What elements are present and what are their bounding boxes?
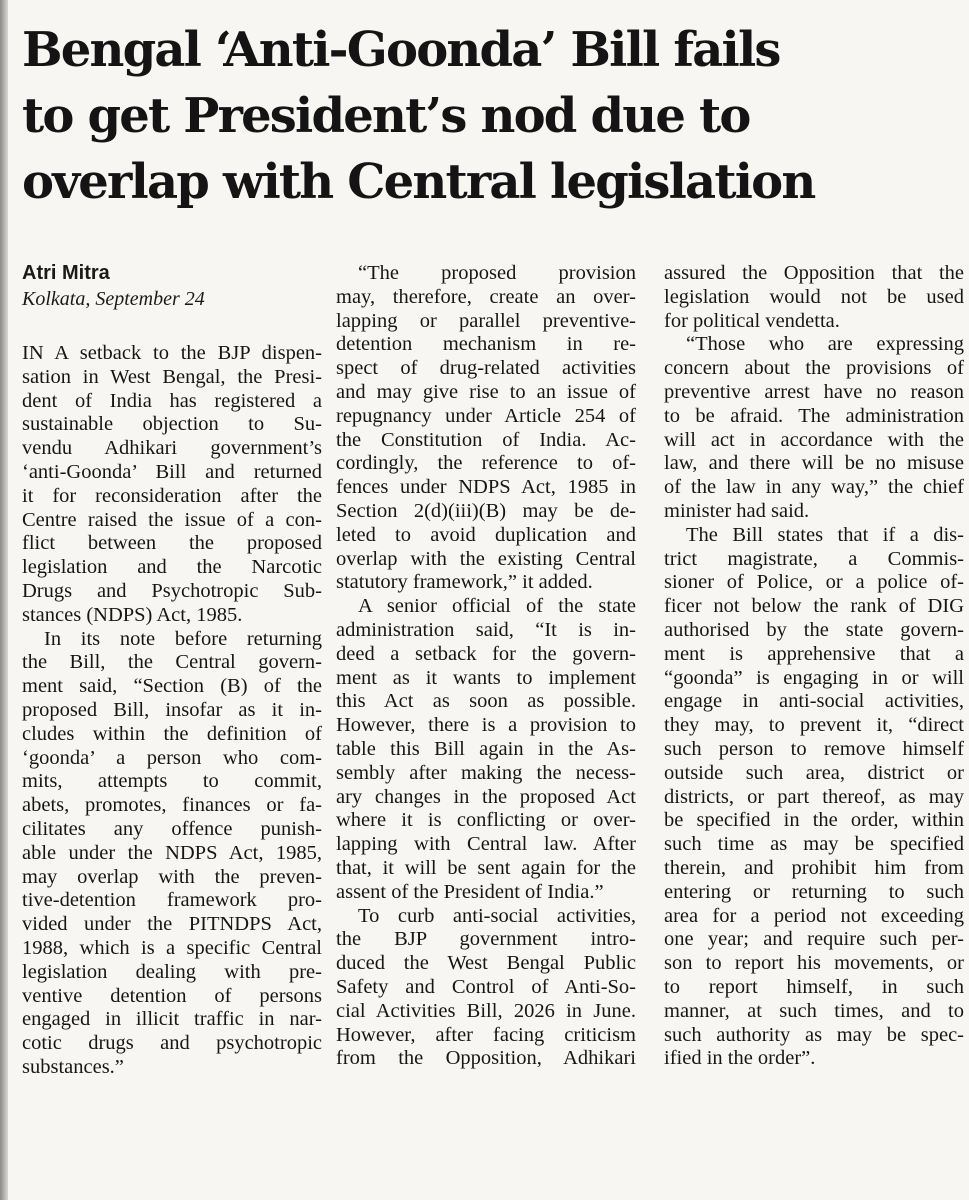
text-line: it for reconsideration after the — [22, 484, 322, 507]
text-line: The Bill states that if a dis- — [686, 523, 964, 546]
text-line: manner, at such times, and to — [664, 999, 964, 1022]
text-line: flict between the proposed — [22, 532, 322, 555]
text-line: ventive detention of persons — [22, 984, 322, 1007]
text-line: ary changes in the proposed Act — [336, 785, 636, 808]
text-line: legislation would not be used — [664, 285, 964, 308]
text-line: cordingly, the reference to of- — [336, 452, 636, 475]
text-line: spect of drug-related activities — [336, 357, 636, 380]
text-line: In its note before returning — [44, 627, 322, 650]
text-line: the Bill, the Central govern- — [22, 651, 322, 674]
text-line: outside such area, district or — [664, 761, 964, 784]
text-line: duced the West Bengal Public — [336, 952, 636, 975]
text-line: concern about the provisions of — [664, 357, 964, 380]
text-line: ified in the order”. — [664, 1047, 816, 1070]
text-line: such time as may be specified — [664, 833, 964, 856]
text-line: detention mechanism in re- — [336, 333, 636, 356]
text-line: sation in West Bengal, the Presi- — [22, 365, 322, 388]
text-line: minister had said. — [664, 499, 810, 522]
text-line: mits, attempts to commit, — [22, 770, 322, 793]
text-line: authorised by the state govern- — [664, 618, 964, 641]
text-line: this Act as soon as possible. — [336, 690, 636, 713]
text-line: entering or returning to such — [664, 880, 964, 903]
text-line: However, there is a provision to — [336, 714, 636, 737]
text-line: where it is conflicting or over- — [336, 809, 636, 832]
text-line: such authority as may be spec- — [664, 1023, 964, 1046]
text-line: dent of India has registered a — [22, 389, 322, 412]
text-line: area for a period not exceeding — [664, 904, 964, 927]
text-line: to report himself, in such — [664, 975, 964, 998]
page-edge-shadow — [0, 0, 8, 1200]
text-line: To curb anti-social activities, — [358, 904, 636, 927]
text-line: trict magistrate, a Commis- — [664, 547, 964, 570]
text-line: overlap with the existing Central — [336, 547, 636, 570]
author-name: Atri Mitra — [22, 262, 110, 284]
text-line: ‘anti-Goonda’ Bill and returned — [22, 460, 322, 483]
text-line: repugnancy under Article 254 of — [336, 404, 636, 427]
text-line: cilitates any offence punish- — [22, 817, 322, 840]
text-line: be specified in the order, within — [664, 809, 964, 832]
text-line: such person to remove himself — [664, 737, 964, 760]
text-line: vendu Adhikari government’s — [22, 437, 322, 460]
text-line: IN A setback to the BJP dispen- — [22, 342, 322, 364]
text-line: of the law in any way,” the chief — [664, 476, 964, 499]
text-line: preventive arrest have no reason — [664, 380, 964, 403]
text-line: sembly after making the necess- — [336, 761, 636, 784]
text-line: vided under the PITNDPS Act, — [22, 913, 322, 936]
text-line: the Constitution of India. Ac- — [336, 428, 636, 451]
text-line: law, and there will be no misuse — [664, 452, 964, 475]
text-line: sustainable objection to Su- — [22, 413, 322, 436]
text-line: districts, or part thereof, as may — [664, 785, 964, 808]
text-line: and may give rise to an issue of — [336, 380, 636, 403]
text-line: lapping or parallel preventive- — [336, 309, 636, 332]
text-line: Safety and Control of Anti-So- — [336, 975, 636, 998]
text-line: cludes within the definition of — [22, 722, 322, 745]
text-line: the BJP government intro- — [336, 928, 636, 951]
text-line: for political vendetta. — [664, 309, 840, 332]
text-line: statutory framework,” it added. — [336, 571, 593, 594]
text-line: engaged in illicit traffic in nar- — [22, 1008, 322, 1031]
text-line: administration said, “It is in- — [336, 618, 636, 641]
text-line: therein, and prohibit him from — [664, 856, 964, 879]
text-line: substances.” — [22, 1055, 124, 1078]
text-line: cial Activities Bill, 2026 in June. — [336, 999, 636, 1022]
text-line: ment said, “Section (B) of the — [22, 675, 322, 698]
text-line: Section 2(d)(iii)(B) may be de- — [336, 499, 636, 522]
text-line: table this Bill again in the As- — [336, 737, 636, 760]
byline — [22, 260, 322, 312]
text-line: ‘goonda’ a person who com- — [22, 746, 322, 769]
text-line: son to report his movements, or — [664, 952, 964, 975]
dateline: Kolkata, September 24 — [22, 288, 205, 310]
text-line: leted to avoid duplication and — [336, 523, 636, 546]
text-line: that, it will be sent again for the — [336, 856, 636, 879]
text-line: “Those who are expressing — [686, 333, 964, 356]
text-line: legislation dealing with pre- — [22, 960, 322, 983]
text-line: A senior official of the state — [358, 595, 636, 618]
text-line: tive-detention framework pro- — [22, 889, 322, 912]
text-line: to be afraid. The administration — [664, 404, 964, 427]
text-line: stances (NDPS) Act, 1985. — [22, 603, 243, 626]
headline-line: Bengal ‘Anti-Goonda’ Bill fails — [22, 22, 780, 78]
text-line: lapping with Central law. After — [336, 833, 636, 856]
text-line: legislation and the Narcotic — [22, 556, 322, 579]
text-line: abets, promotes, finances or fa- — [22, 794, 322, 817]
text-line: cotic drugs and psychotropic — [22, 1032, 322, 1055]
text-line: ment is apprehensive that a — [664, 642, 964, 665]
text-line: may, therefore, create an over- — [336, 285, 636, 308]
text-line: will act in accordance with the — [664, 428, 964, 451]
text-line: Centre raised the issue of a con- — [22, 508, 322, 531]
text-line: one year; and require such per- — [664, 928, 964, 951]
text-line: fences under NDPS Act, 1985 in — [336, 476, 636, 499]
text-line: from the Opposition, Adhikari — [336, 1047, 636, 1070]
text-line: engage in anti-social activities, — [664, 690, 964, 713]
text-line: 1988, which is a specific Central — [22, 936, 322, 959]
headline-line: overlap with Central legislation — [22, 154, 815, 210]
text-line: However, after facing criticism — [336, 1023, 636, 1046]
article-column-2 — [336, 262, 636, 1071]
text-line: they may, to prevent it, “direct — [664, 714, 964, 737]
text-line: assured the Opposition that the — [664, 262, 964, 284]
text-line: ment as it wants to implement — [336, 666, 636, 689]
headline — [22, 17, 962, 215]
text-line: proposed Bill, insofar as it in- — [22, 698, 322, 721]
text-line: may overlap with the preven- — [22, 865, 322, 888]
text-line: “The proposed provision — [358, 262, 636, 284]
text-line: ficer not below the rank of DIG — [664, 595, 964, 618]
text-line: sioner of Police, or a police of- — [664, 571, 964, 594]
text-line: deed a setback for the govern- — [336, 642, 636, 665]
text-line: Drugs and Psychotropic Sub- — [22, 579, 322, 602]
text-line: “goonda” is engaging in or will — [664, 666, 964, 689]
article-column-1 — [22, 342, 322, 1080]
article-column-3 — [664, 262, 964, 1071]
text-line: able under the NDPS Act, 1985, — [22, 841, 322, 864]
text-line: assent of the President of India.” — [336, 880, 604, 903]
headline-line: to get President’s nod due to — [22, 88, 750, 144]
